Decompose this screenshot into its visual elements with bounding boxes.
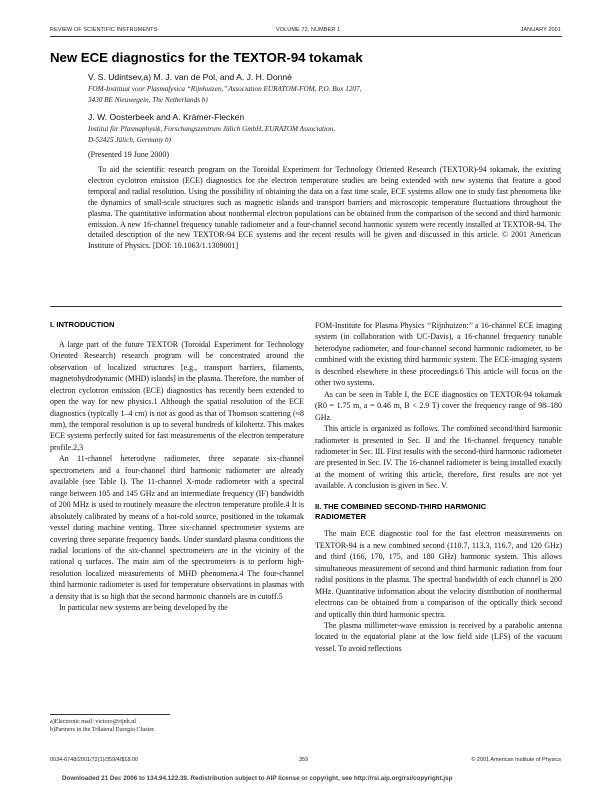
- journal-header: REVIEW OF SCIENTIFIC INSTRUMENTS: [50, 27, 158, 33]
- footnote-rule: [50, 714, 170, 715]
- paragraph: This article is organized as follows. The combined second/third harmonic radiometer is presented in Sec. II and the 16-channel frequency tunable radiometer in Sec. III. First results with the second-third harmonic radiometer are presented in Sec. IV. The 16-channel radiometer is being installed exactly at the moment of writing this article, therefore, first results are not yet available. A conclusion is given in Sec. V.: [315, 424, 562, 491]
- header-rule: [50, 36, 562, 37]
- paragraph: An 11-channel heterodyne radiometer, three separate six-channel spectrometers and a four-channel third harmonic radiometer are already available (see Table I). The 11-channel X-mode radiometer with a spectral range between 105 and 145 GHz and an intermediate frequency (IF) bandwidth of 200 MHz is used to routinely measure the electron temperature profile.4 It is absolutely calibrated by means of a hot-cold source, positioned in the tokamak vessel during machine venting. Three six-channel spectrometer systems are covering three separate frequency bands. Under standard plasma conditions the radial locations of the six-channel spectrometers are in the vicinity of the rational q surfaces. The main aim of the spectrometers is to perform high-resolution localized measurements of MHD phenomena.4 The four-channel third harmonic radiometer is used for temperature observations in plasmas with a density that is so high that the second harmonic channels are in cutoff.5: [50, 454, 304, 601]
- right-column: [315, 320, 562, 654]
- date-header: JANUARY 2001: [520, 27, 561, 33]
- download-notice: Downloaded 21 Dec 2006 to 134.94.122.39. Redistribution subject to AIP license or copyright, see http://rsi.aip.org/rsi/copyright.jsp: [62, 775, 453, 782]
- paragraph: The main ECE diagnostic tool for the fast electron measurements on TEXTOR-94 is a new combined second (110.7, 113.3, 116.7, and 120 GHz) and third (166, 170, 175, and 180 GHz) harmonic system. This allows simultaneous measurement of second and third harmonic radiation from four radial positions in the plasma. The spectral bandwidth of each channel is 200 MHz. Quantitative information about the velocity distribution of nonthermal electrons can be obtained from a comparison of the optically thick second and optically thin third harmonic spectra.: [315, 529, 562, 619]
- footnote-email: a)Electronic mail: victoro@rijnh.nl: [50, 719, 136, 725]
- section-heading-radiometer: [315, 502, 562, 522]
- abstract: To aid the scientific research program on the Toroidal Experiment for Technology Oriented Research (TEXTOR)-94 tokamak, the existing electron cyclotron emission (ECE) diagnostics for the electron temperature studies are being extended with new systems that feature a good temporal and radial resolution. Using the possibility of obtaining the data on a fast time scale, ECE systems allow one to study fast phenomena like the dynamics of small-scale structures such as magnetic islands and transport barriers and microscopic temperature fluctuations throughout the plasma. The quantitative information about nonthermal electron populations can be obtained from the comparison of the second and third harmonic emission. A new 16-channel frequency tunable radiometer and a four-channel second harmonic system were recently installed at TEXTOR-94. The detailed description of the new TEXTOR-94 ECE systems and the recent results will be given and discussed in this article. © 2001 American Institute of Physics. [DOI: 10.1063/1.1309001]: [88, 165, 561, 251]
- affiliation-1-line-2: 3430 BE Nieuwegein, The Netherlands b): [88, 96, 208, 104]
- abstract-rule: [50, 306, 562, 307]
- paragraph: The plasma millimeter-wave emission is received by a parabolic antenna located in the equatorial plane at the low field side (LFS) of the vacuum vessel. To avoid reflections: [315, 621, 562, 653]
- paragraph: In particular new systems are being developed by the: [59, 603, 228, 613]
- section-heading-line: RADIOMETER: [315, 511, 367, 521]
- paragraph: As can be seen in Table I, the ECE diagnostics on TEXTOR-94 tokamak (R0 = 1.75 m, a = 0.46 m, B < 2.9 T) cover the frequency range of 98–180 GHz.: [315, 389, 562, 422]
- affiliation-1-line-1: FOM-Instituut voor Plasmafysica ‘‘Rijnhuizen,’’ Association EURATOM-FOM, P.O. Box 1207,: [88, 85, 362, 93]
- page-number: 359: [299, 757, 309, 763]
- paper-title: New ECE diagnostics for the TEXTOR-94 tokamak: [50, 50, 363, 65]
- presented-date: (Presented 19 June 2000): [88, 150, 170, 159]
- authors-group-1: V. S. Udintsev,a) M. J. van de Pol, and A. J. H. Donné: [88, 72, 292, 82]
- footnote-partners: b)Partners in the Trilateral Euregio Cluster.: [50, 727, 156, 733]
- left-column: [50, 320, 304, 614]
- affiliation-2-line-1: Institut für Plasmaphysik, Forschungszentrum Jülich GmbH, EURATOM Association,: [88, 125, 336, 133]
- paragraph: A large part of the future TEXTOR (Toroidal Experiment for Technology Oriented Research) research program will be concentrated around the observation of localized structures [e.g., transport barriers, filaments, magnetohydrodynamic (MHD) islands] in the plasma. Therefore, the number of electron cyclotron emission (ECE) diagnostics has recently been extended to open the way for new physics.1 Although the spatial resolution of the ECE diagnostics (typically 1–4 cm) is not as good as that of Thomson scattering (≈8 mm), the temporal resolution is up to several hundreds of kilohertz. This makes ECE systems perfectly suited for fast measurements of the electron temperature profile.2,3: [50, 339, 304, 452]
- volume-header: VOLUME 72, NUMBER 1: [276, 27, 341, 33]
- authors-group-2: J. W. Oosterbeek and A. Krämer-Flecken: [88, 112, 245, 122]
- section-heading-line: II. THE COMBINED SECOND-THIRD HARMONIC: [315, 501, 487, 511]
- copyright: © 2001 American Institute of Physics: [471, 757, 561, 763]
- paragraph: FOM-Institute for Plasma Physics ‘‘Rijnhuizen:’’ a 16-channel ECE imaging system (in collaboration with UC-Davis), a 16-channel frequency tunable heterodyne radiometer, and four-channel second harmonic radiometer, to be combined with the existing third harmonic system. The ECE-imaging system is described elsewhere in these proceedings.6 This article will focus on the other two systems.: [315, 321, 562, 388]
- affiliation-2-line-2: D-52425 Jülich, Germany b): [88, 136, 172, 144]
- issn-code: 0034-6748/2001/72(1)/359/4/$18.00: [50, 757, 139, 763]
- section-heading-introduction: I. INTRODUCTION: [50, 320, 115, 329]
